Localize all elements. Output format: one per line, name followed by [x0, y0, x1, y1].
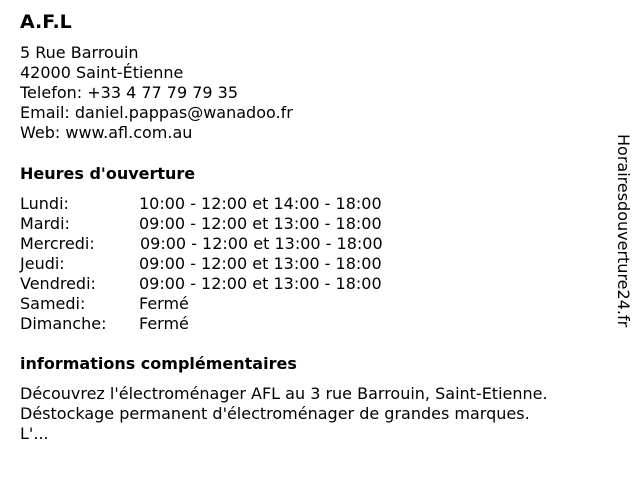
business-name: A.F.L [20, 11, 72, 33]
hours-day: Samedi: [20, 294, 86, 313]
additional-info-heading: informations complémentaires [20, 354, 297, 373]
hours-day: Dimanche: [20, 314, 107, 333]
opening-hours-heading: Heures d'ouverture [20, 164, 196, 183]
website-address: Web: www.afl.com.au [20, 123, 193, 142]
site-watermark [612, 134, 634, 344]
description-line: Déstockage permanent d'électroménager de grandes marques. [20, 404, 530, 423]
address-street: 5 Rue Barrouin [20, 43, 139, 62]
hours-day: Lundi: [20, 194, 69, 213]
email-address: Email: daniel.pappas@wanadoo.fr [20, 103, 293, 122]
hours-time: 09:00 - 12:00 et 13:00 - 18:00 [139, 254, 382, 273]
address-city: 42000 Saint-Étienne [20, 63, 184, 82]
hours-day: Jeudi: [20, 254, 65, 273]
hours-day: Vendredi: [20, 274, 96, 293]
hours-time: Fermé [139, 314, 189, 333]
phone-number: Telefon: +33 4 77 79 79 35 [20, 83, 239, 102]
hours-day: Mardi: [20, 214, 70, 233]
contact-block [20, 43, 293, 143]
description-line: L'... [20, 424, 49, 443]
hours-time: Fermé [139, 294, 189, 313]
hours-day: Mercredi: [20, 234, 95, 253]
hours-time: 09:00 - 12:00 et 13:00 - 18:00 [139, 214, 382, 233]
description-line: Découvrez l'électroménager AFL au 3 rue Barrouin, Saint-Etienne. [20, 384, 548, 403]
hours-time: 10:00 - 12:00 et 14:00 - 18:00 [139, 194, 382, 213]
hours-time: 09:00 - 12:00 et 13:00 - 18:00 [140, 234, 383, 253]
watermark-text: Horairesdouverture24.fr [614, 134, 633, 328]
hours-time: 09:00 - 12:00 et 13:00 - 18:00 [139, 274, 382, 293]
business-description [20, 384, 610, 444]
